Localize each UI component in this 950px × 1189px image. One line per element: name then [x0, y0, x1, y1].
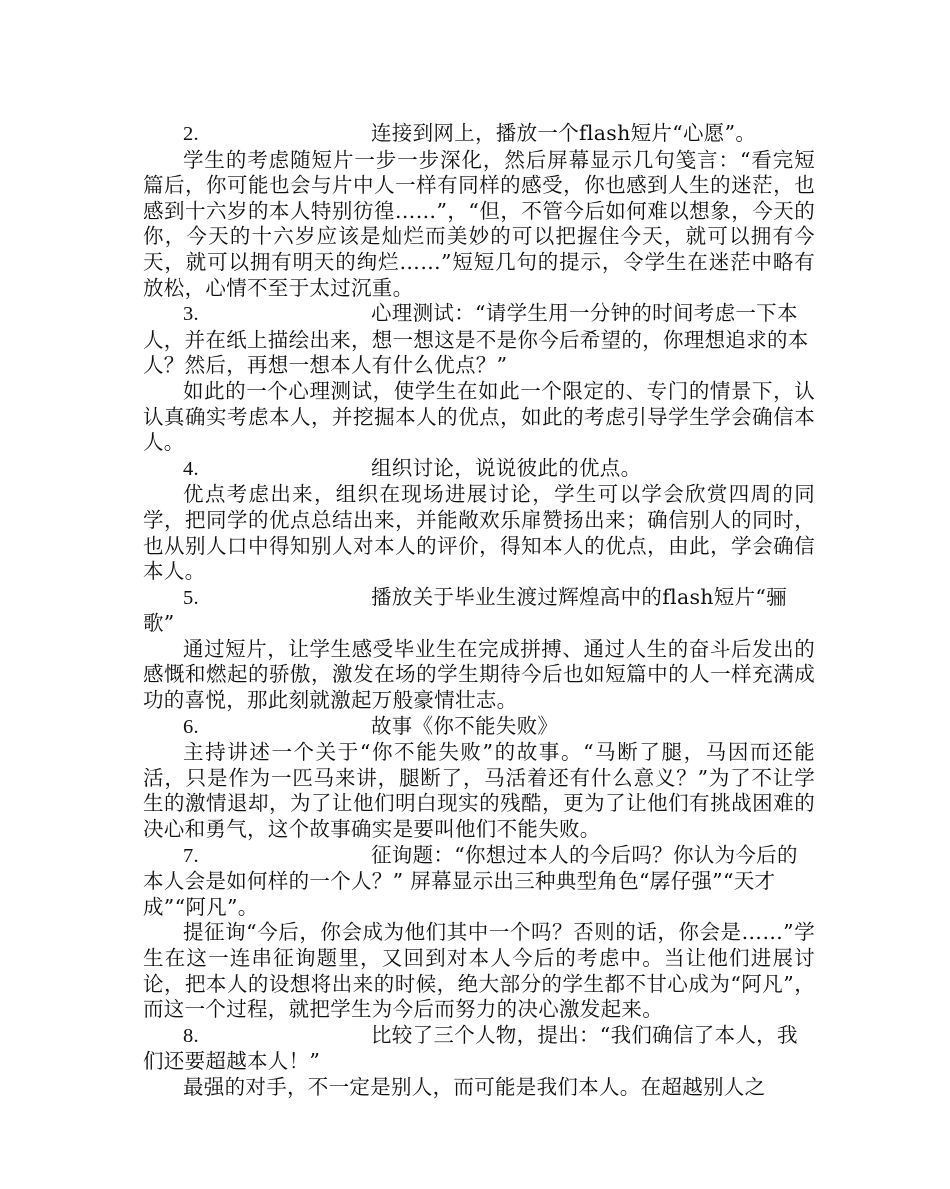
- item-number: 5.: [183, 586, 199, 609]
- item-2-heading: [143, 121, 815, 148]
- item-7-heading: [143, 843, 815, 921]
- item-5-heading: [143, 585, 815, 637]
- item-8-paragraph: 最强的对手，不一定是别人，而可能是我们本人。在超越别人之: [183, 1074, 766, 1099]
- item-4-paragraph: 优点考虑出来，组织在现场进展讨论，学生可以学会欣赏四周的同学，把同学的优点总结出来，并能敞欢乐扉赞扬出来；确信别人的同时，也从别人口中得知别人对本人的评价，得知本人的优点，由此，学会确信本人。: [143, 482, 815, 584]
- item-number: 7.: [183, 844, 199, 867]
- item-6-paragraph: 主持讲述一个关于“你不能失败”的故事。“马断了腿，马因而还能活，只是作为一匹马来讲，腿断了，马活着还有什么意义？”为了不让学生的激情退却，为了让他们明白现实的残酷，更为了让他们有挑战困难的决心和勇气，这个故事确实是要叫他们不能失败。: [143, 740, 815, 842]
- document-body: [143, 121, 815, 1101]
- item-heading-text: 故事《你不能失败》: [371, 713, 559, 738]
- item-7-paragraph: 提征询“今后，你会成为他们其中一个吗？否则的话，你会是……”学生在这一连串征询题里，又回到对本人今后的考虑中。当让他们进展讨论，把本人的设想将出来的时候，绝大部分的学生都不甘心成为“阿凡”，而这一个过程，就把学生为今后而努力的决心激发起来。: [143, 920, 815, 1022]
- item-number: 8.: [183, 1024, 199, 1047]
- item-5-paragraph: 通过短片，让学生感受毕业生在完成拼搏、通过人生的奋斗后发出的感慨和燃起的骄傲，激发在场的学生期待今后也如短篇中的人一样充满成功的喜悦，那此刻就激起万般豪情壮志。: [143, 636, 815, 713]
- item-6-heading: [143, 714, 815, 741]
- item-heading-text: 心理测试：“请学生用一分钟的时间考虑一下本人，并在纸上描绘出来，想一想这是不是你今后希望的，你理想追求的本人？然后，再想一想本人有什么优点？”: [143, 301, 809, 378]
- item-number: 2.: [183, 123, 199, 145]
- item-heading-text: 组织讨论，说说彼此的优点。: [371, 455, 642, 480]
- item-4-heading: [143, 456, 815, 483]
- item-heading-text: 征询题：“你想过本人的今后吗？你认为今后的本人会是如何样的一个人？” 屏幕显示出三种典型角色“孱仔强”“天才成”“阿凡”。: [143, 842, 798, 919]
- item-3-heading: [143, 301, 815, 379]
- item-heading-text: 连接到网上，播放一个flash短片“心愿”。: [371, 121, 757, 145]
- item-2-paragraph: 学生的考虑随短片一步一步深化，然后屏幕显示几句笺言：“看完短篇后，你可能也会与片中人一样有同样的感受，你也感到人生的迷茫，也感到十六岁的本人特别彷徨……”，“但，不管今后如何难以想象，今天的你，今天的十六岁应该是灿烂而美妙的可以把握住今天，就可以拥有今天，就可以拥有明天的绚烂……”短短几句的提示，令学生在迷茫中略有放松，心情不至于太过沉重。: [143, 147, 815, 300]
- item-number: 6.: [183, 715, 199, 738]
- item-heading-text: 比较了三个人物，提出：“我们确信了本人，我们还要超越本人！”: [143, 1022, 798, 1074]
- item-number: 3.: [183, 303, 199, 326]
- item-number: 4.: [183, 457, 199, 480]
- item-heading-text: 播放关于毕业生渡过辉煌高中的flash短片“骊歌”: [143, 584, 787, 636]
- item-3-paragraph: 如此的一个心理测试，使学生在如此一个限定的、专门的情景下，认认真确实考虑本人，并挖掘本人的优点，如此的考虑引导学生学会确信本人。: [143, 378, 815, 455]
- item-8-heading: [143, 1023, 815, 1075]
